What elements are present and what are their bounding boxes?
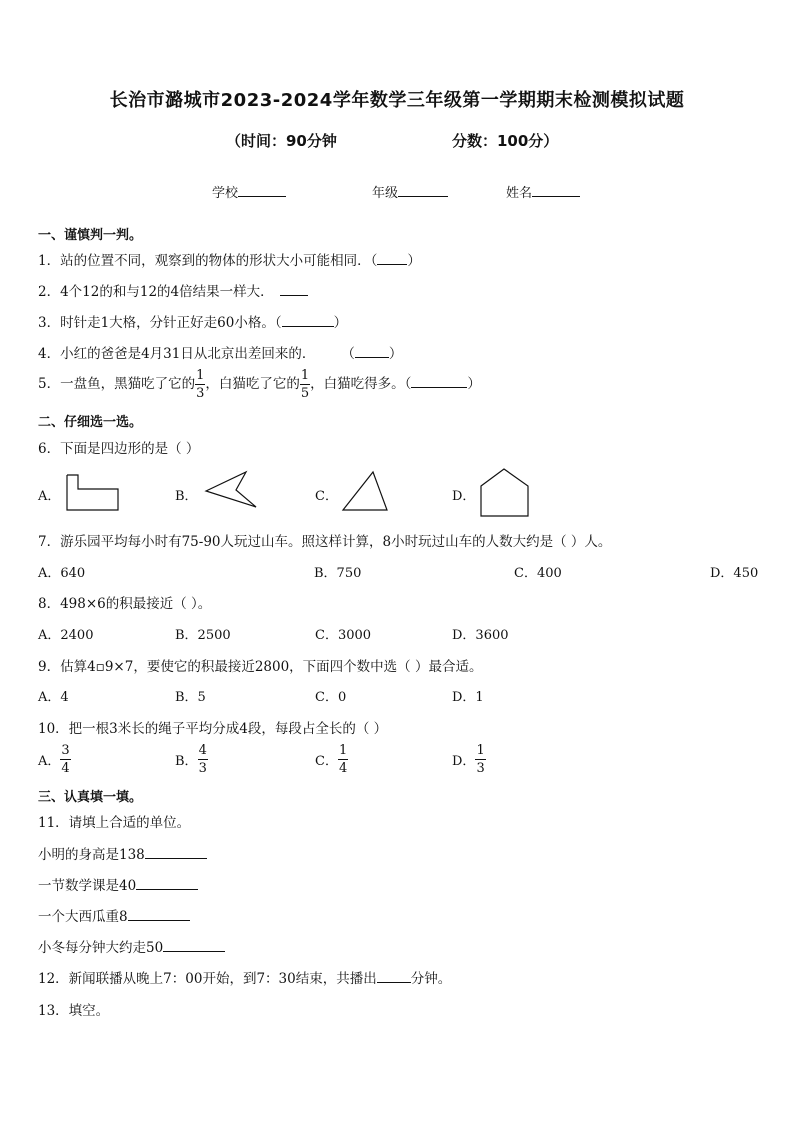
q11-blank-1[interactable] xyxy=(145,846,207,859)
name-blank[interactable] xyxy=(532,184,580,197)
grade-field xyxy=(372,182,448,201)
school-field xyxy=(212,182,286,201)
q7-option-c[interactable]: C．400 xyxy=(514,566,562,581)
grade-blank[interactable] xyxy=(398,184,448,197)
q7-option-d[interactable]: D．450 xyxy=(710,566,759,581)
q3-blank[interactable] xyxy=(282,314,334,327)
q1-blank[interactable] xyxy=(377,252,407,265)
question-7: 7．游乐园平均每小时有75-90人玩过山车。照这样计算，8小时玩过山车的人数大约是（ ）人。 xyxy=(38,534,612,550)
q4-blank[interactable] xyxy=(355,345,389,358)
page-title: 长治市潞城市2023-2024学年数学三年级第一学期期末检测模拟试题 xyxy=(109,90,685,111)
question-4: 4．小红的爸爸是4月31日从北京出差回来的． （ ） xyxy=(38,346,403,362)
q6-option-a[interactable]: A． xyxy=(38,489,61,504)
q8-option-d[interactable]: D．3600 xyxy=(452,628,509,643)
q11-blank-3[interactable] xyxy=(128,908,190,921)
q9-option-b[interactable]: B．5 xyxy=(175,690,206,705)
section1-heading: 一、谨慎判一判。 xyxy=(38,228,143,243)
q6-option-b[interactable]: B． xyxy=(175,489,198,504)
question-6: 6．下面是四边形的是（ ） xyxy=(38,441,200,457)
school-label: 学校 xyxy=(212,186,239,201)
grade-label: 年级 xyxy=(372,186,399,201)
q11-item-class: 一节数学课是40 xyxy=(38,874,198,894)
question-2: 2．4个12的和与12的4倍结果一样大． xyxy=(38,280,308,300)
q10-option-b[interactable]: B． $\frac{4}{3}$ xyxy=(175,743,207,776)
pentagon-figure xyxy=(479,467,531,519)
q11-blank-2[interactable] xyxy=(136,877,198,890)
q12-blank[interactable] xyxy=(377,970,411,983)
q6-option-d[interactable]: D． xyxy=(452,489,476,504)
question-11: 11．请填上合适的单位。 xyxy=(38,815,191,831)
question-1: 1．站的位置不同，观察到的物体的形状大小可能相同．（ ） xyxy=(38,253,421,269)
triangle-figure xyxy=(341,470,389,512)
question-12: 12．新闻联播从晚上7：00开始，到7：30结束，共播出 分钟。 xyxy=(38,971,452,987)
question-5: 5．一盘鱼，黑猫吃了它的 $\frac{1}{3}$ ，白猫吃了它的 $\frac{1}{5}$ ，白猫吃得多。（ ） xyxy=(38,368,481,401)
q7-option-b[interactable]: B．750 xyxy=(314,566,362,581)
q9-option-c[interactable]: C．0 xyxy=(315,690,347,705)
q9-option-d[interactable]: D．1 xyxy=(452,690,484,705)
fraction-four-thirds: $\frac{4}{3}$ xyxy=(198,743,207,776)
question-8: 8．498×6的积最接近（ ）。 xyxy=(38,596,212,612)
fraction-one-third-option: $\frac{1}{3}$ xyxy=(476,743,485,776)
q9-option-a[interactable]: A．4 xyxy=(38,690,69,705)
section3-heading: 三、认真填一填。 xyxy=(38,790,143,805)
q11-item-height: 小明的身高是138 xyxy=(38,843,207,863)
fraction-one-fifth: $\frac{1}{5}$ xyxy=(300,368,310,401)
q8-option-c[interactable]: C．3000 xyxy=(315,628,372,643)
school-blank[interactable] xyxy=(238,184,286,197)
fraction-three-fourths: $\frac{3}{4}$ xyxy=(61,743,70,776)
q5-blank[interactable] xyxy=(411,375,467,388)
fraction-one-fourth: $\frac{1}{4}$ xyxy=(338,743,348,776)
q2-blank[interactable] xyxy=(280,283,308,296)
question-13: 13．填空。 xyxy=(38,1003,110,1019)
name-label: 姓名 xyxy=(506,186,533,201)
q11-blank-4[interactable] xyxy=(163,939,225,952)
q10-option-d[interactable]: D． $\frac{1}{3}$ xyxy=(452,743,485,776)
q11-item-watermelon: 一个大西瓜重8 xyxy=(38,905,190,925)
exam-score: 分数：100分） xyxy=(452,132,559,150)
q8-option-a[interactable]: A．2400 xyxy=(38,628,94,643)
q7-option-a[interactable]: A．640 xyxy=(38,566,86,581)
q10-option-a[interactable]: A． $\frac{3}{4}$ xyxy=(38,743,70,776)
question-10: 10．把一根3米长的绳子平均分成4段，每段占全长的（ ） xyxy=(38,721,388,737)
q8-option-b[interactable]: B．2500 xyxy=(175,628,231,643)
q10-option-c[interactable]: C． $\frac{1}{4}$ xyxy=(315,743,348,776)
fraction-one-third: $\frac{1}{3}$ xyxy=(196,368,205,401)
q6-option-c[interactable]: C． xyxy=(315,489,338,504)
exam-time: （时间：90分钟 xyxy=(226,132,337,150)
section2-heading: 二、仔细选一选。 xyxy=(38,415,143,430)
l-shape-hexagon-figure xyxy=(66,474,120,512)
question-9: 9．估算4▫9×7，要使它的积最接近2800，下面四个数中选（ ）最合适。 xyxy=(38,659,483,675)
q11-item-walk: 小冬每分钟大约走50 xyxy=(38,936,225,956)
question-3: 3．时针走1大格，分针正好走60小格。（ ） xyxy=(38,315,348,331)
concave-quadrilateral-figure xyxy=(204,470,260,510)
name-field xyxy=(506,182,580,201)
